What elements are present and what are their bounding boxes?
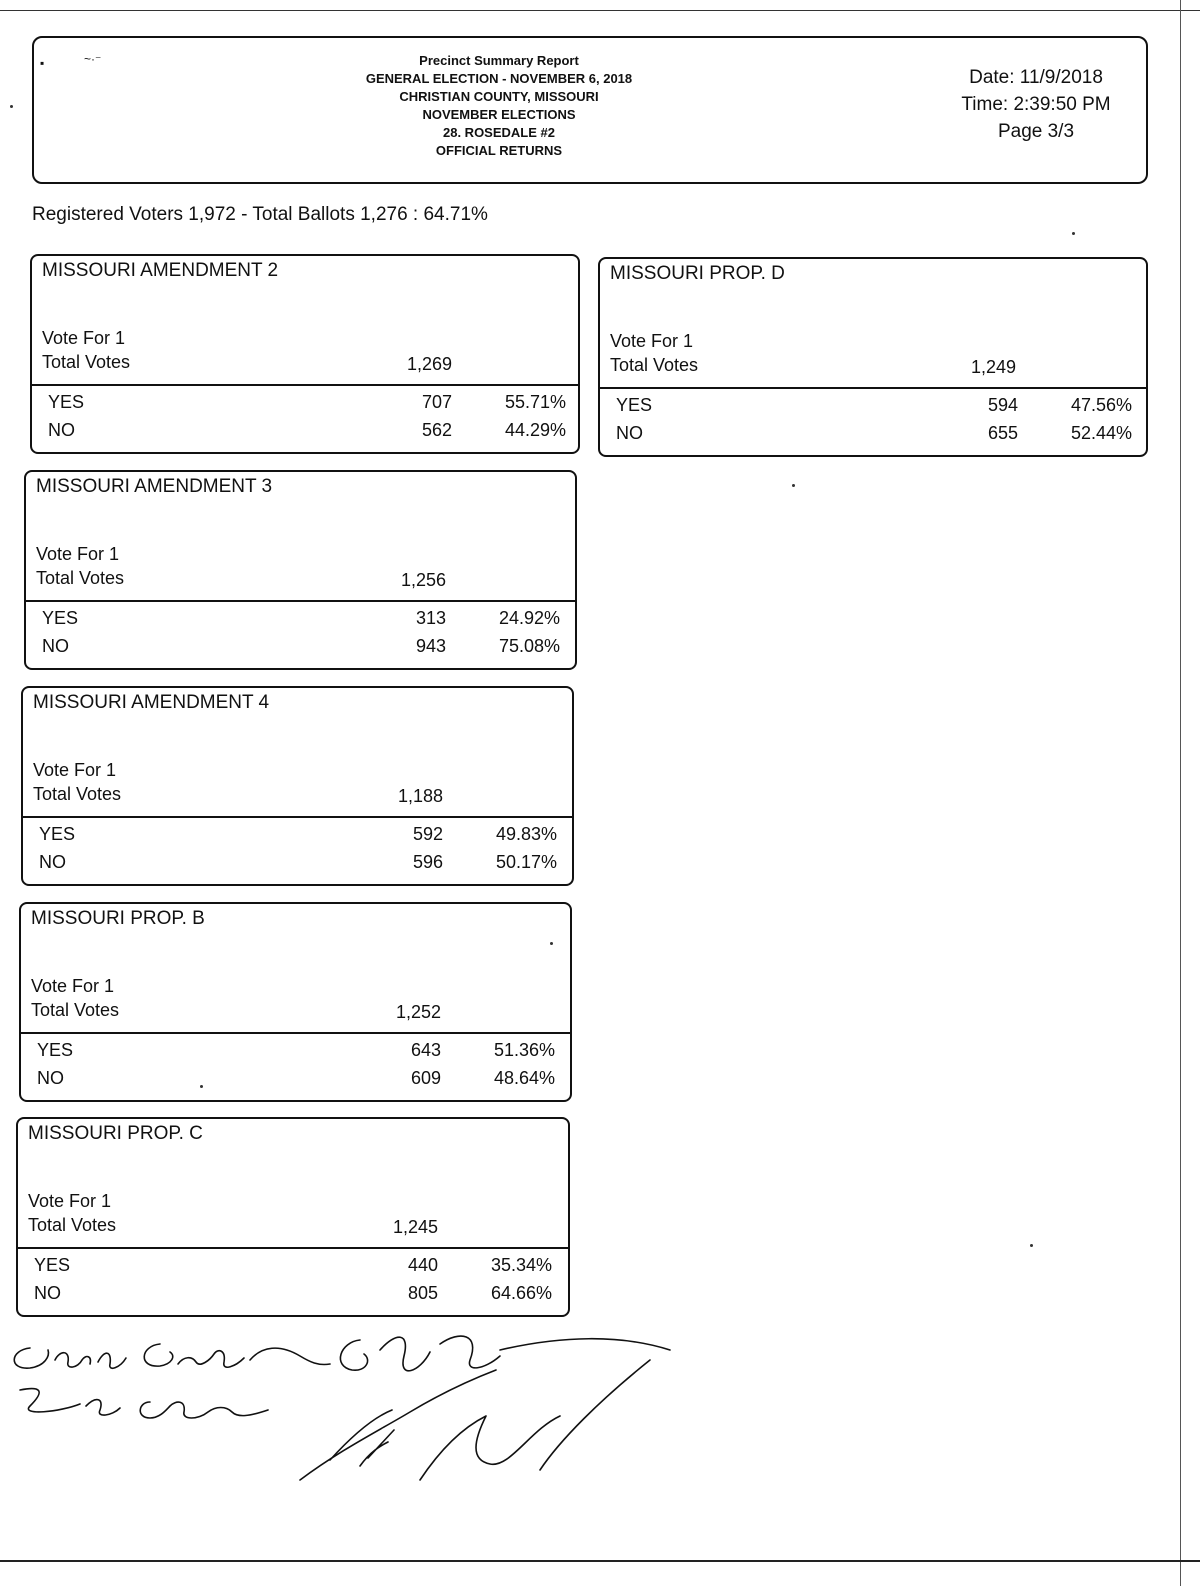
report-title: Precinct Summary Report [419,53,579,68]
result-row [32,392,578,416]
signature-stroke [420,1416,560,1480]
vote-for: Vote For 1 [33,760,117,780]
signature-stroke [14,1348,48,1368]
result-row [18,1283,568,1307]
signature-stroke [55,1353,90,1367]
vote-count: 655 [987,423,1018,443]
vote-percent: 51.36% [493,1040,555,1060]
choice-label: YES [48,392,85,412]
contest-prop-b [19,902,572,1102]
contest-title: MISSOURI PROP. C [28,1123,203,1144]
contest-title: MISSOURI AMENDMENT 2 [42,260,279,281]
choice-label: YES [34,1255,71,1275]
signature-stroke [300,1370,496,1480]
vote-percent: 44.29% [504,420,566,440]
scan-mark: ~·⁻ [84,52,102,66]
choice-label: YES [37,1040,74,1060]
result-row [26,608,575,632]
vote-count: 594 [987,395,1018,415]
returns-status: OFFICIAL RETURNS [435,143,563,158]
signature-stroke [20,1389,80,1412]
result-row [18,1255,568,1279]
scan-speck [792,484,795,487]
vote-count: 596 [412,852,443,872]
total-votes-value: 1,252 [395,1002,441,1022]
divider [21,1032,570,1034]
county-name: CHRISTIAN COUNTY, MISSOURI [399,89,599,104]
result-row [21,1068,570,1092]
vote-for: Vote For 1 [610,331,694,351]
handwritten-signatures [0,1320,700,1510]
vote-count: 805 [407,1283,438,1303]
choice-label: NO [48,420,75,440]
election-name: GENERAL ELECTION - NOVEMBER 6, 2018 [365,71,633,86]
divider [18,1247,568,1249]
report-meta [936,64,1136,145]
vote-count: 643 [410,1040,441,1060]
vote-for: Vote For 1 [42,328,126,348]
report-date: Date: 11/9/2018 [969,67,1103,88]
signature-stroke [440,1336,500,1368]
scan-speck [1030,1244,1033,1247]
election-group: NOVEMBER ELECTIONS [422,107,576,122]
total-votes-value: 1,269 [406,354,452,374]
signature-stroke [98,1353,126,1368]
total-votes-label: Total Votes [42,352,131,372]
total-votes-label: Total Votes [28,1215,117,1235]
scan-edge-right [1180,0,1181,1586]
turnout-summary: Registered Voters 1,972 - Total Ballots 1,276 : 64.71% [32,204,488,225]
scan-edge-top [0,10,1200,11]
signature-stroke [250,1348,330,1364]
scan-edge-bottom [0,1560,1200,1562]
scan-speck [10,105,13,108]
choice-label: NO [37,1068,64,1088]
scan-speck [200,1085,203,1088]
vote-count: 707 [421,392,452,412]
contest-prop-c [16,1117,570,1317]
vote-for: Vote For 1 [36,544,120,564]
signature-stroke [178,1351,244,1368]
report-header [32,36,1148,184]
vote-percent: 47.56% [1070,395,1132,415]
scan-speck [550,942,553,945]
contest-title: MISSOURI PROP. D [610,263,785,284]
total-votes-value: 1,249 [970,357,1016,377]
signature-stroke [360,1430,394,1466]
divider [23,816,572,818]
choice-label: YES [39,824,76,844]
result-row [600,423,1146,447]
contest-title: MISSOURI AMENDMENT 4 [33,692,270,713]
result-row [23,852,572,876]
signature-stroke [330,1410,392,1460]
page-number: Page 3/3 [997,121,1075,142]
vote-percent: 64.66% [490,1283,552,1303]
vote-for: Vote For 1 [31,976,115,996]
precinct-name: 28. ROSEDALE #2 [443,125,555,140]
signature-stroke [500,1339,670,1350]
vote-count: 943 [415,636,446,656]
signature-stroke [140,1402,268,1418]
contest-amendment-2 [30,254,580,454]
vote-for: Vote For 1 [28,1191,112,1211]
total-votes-value: 1,188 [397,786,443,806]
report-title-block [284,52,714,160]
vote-count: 609 [410,1068,441,1088]
signature-stroke [540,1360,650,1470]
contest-title: MISSOURI AMENDMENT 3 [36,476,273,497]
result-row [32,420,578,444]
total-votes-label: Total Votes [36,568,125,588]
total-votes-label: Total Votes [31,1000,120,1020]
divider [26,600,575,602]
contest-title: MISSOURI PROP. B [31,908,205,929]
total-votes-value: 1,256 [400,570,446,590]
divider [32,384,578,386]
signature-stroke [380,1337,430,1371]
choice-label: NO [34,1283,61,1303]
result-row [21,1040,570,1064]
vote-percent: 55.71% [504,392,566,412]
total-votes-value: 1,245 [392,1217,438,1237]
vote-count: 440 [407,1255,438,1275]
signature-stroke [340,1340,367,1370]
result-row [23,824,572,848]
vote-percent: 52.44% [1070,423,1132,443]
contest-amendment-4 [21,686,574,886]
divider [600,387,1146,389]
total-votes-label: Total Votes [33,784,122,804]
vote-percent: 49.83% [495,824,557,844]
vote-percent: 24.92% [498,608,560,628]
vote-percent: 75.08% [498,636,560,656]
signature-stroke [144,1344,173,1366]
vote-count: 562 [421,420,452,440]
choice-label: NO [39,852,66,872]
contest-prop-d [598,257,1148,457]
report-time: Time: 2:39:50 PM [961,94,1111,115]
vote-percent: 35.34% [490,1255,552,1275]
vote-count: 313 [415,608,446,628]
vote-percent: 48.64% [493,1068,555,1088]
choice-label: YES [42,608,79,628]
vote-count: 592 [412,824,443,844]
result-row [26,636,575,660]
scan-mark: ▪ [40,56,45,70]
signature-stroke [86,1400,120,1415]
choice-label: NO [42,636,69,656]
choice-label: NO [616,423,643,443]
choice-label: YES [616,395,653,415]
vote-percent: 50.17% [495,852,557,872]
total-votes-label: Total Votes [610,355,699,375]
contest-amendment-3 [24,470,577,670]
result-row [600,395,1146,419]
scan-speck [1072,232,1075,235]
